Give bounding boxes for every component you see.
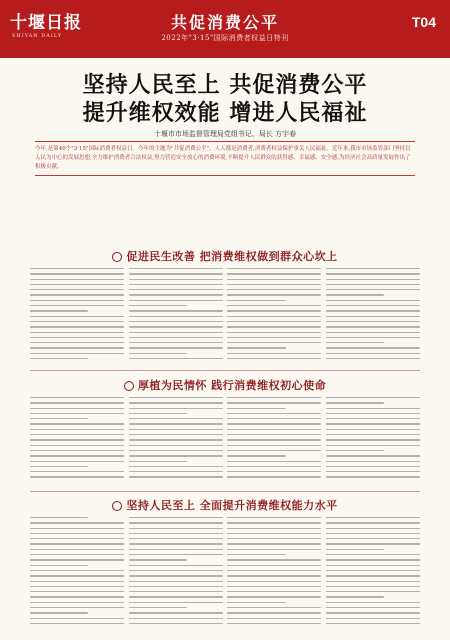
body-text-line (326, 332, 420, 333)
section-title: 共促消费公平 (170, 13, 279, 32)
body-text-line (30, 476, 124, 477)
body-text-line (129, 284, 223, 285)
body-text-line (129, 466, 223, 467)
body-text-line (227, 575, 321, 576)
body-text-line (326, 300, 420, 301)
body-text-line (227, 612, 321, 613)
body-text-line (326, 310, 420, 311)
article-columns-3 (30, 517, 420, 632)
body-text-line (30, 358, 88, 359)
body-text-line (129, 543, 223, 544)
body-text-line (326, 445, 420, 446)
body-text-line (326, 461, 420, 462)
body-text-line (129, 461, 187, 462)
newspaper-logo: 十堰日报 (10, 13, 82, 33)
body-text-line (129, 618, 223, 619)
body-text-line (326, 538, 420, 539)
body-text-line (30, 522, 124, 523)
body-text-line (30, 618, 124, 619)
body-text-line (30, 423, 124, 424)
body-text-line (129, 402, 223, 403)
body-text-line (326, 423, 420, 424)
body-text-line (326, 316, 420, 317)
body-text-line (227, 413, 321, 414)
section-heading-2-text: 厚植为民情怀 践行消费维权初心使命 (137, 379, 327, 392)
text-column (326, 517, 420, 632)
section-heading-1 (0, 248, 450, 264)
text-column (129, 517, 223, 632)
section-bullet-icon (124, 381, 134, 391)
body-text-line (30, 570, 124, 571)
text-column (129, 268, 223, 366)
body-text-line (227, 538, 321, 539)
body-text-line (129, 549, 223, 550)
body-text-line (227, 565, 321, 566)
body-text-line (129, 279, 223, 280)
body-text-line (326, 522, 420, 523)
body-text-line (129, 471, 223, 472)
body-text-line (129, 316, 223, 317)
body-text-line (129, 408, 223, 409)
body-text-line (227, 408, 285, 409)
section-subtitle: 2022年"3·15"国际消费者权益日特刊 (161, 34, 289, 42)
body-text-line (326, 347, 420, 348)
body-text-line (30, 575, 124, 576)
body-text-line (326, 279, 420, 280)
body-text-line (30, 549, 124, 550)
body-text-line (30, 596, 124, 597)
text-column (30, 397, 124, 487)
text-column (30, 517, 124, 632)
headline-line-1: 坚持人民至上 共促消费公平 (82, 72, 368, 98)
text-column (227, 517, 321, 632)
section-heading-3 (0, 497, 450, 513)
body-text-line (129, 342, 223, 343)
body-text-line (326, 607, 420, 608)
body-text-line (30, 466, 88, 467)
body-text-line (326, 586, 420, 587)
section-heading-3-text: 坚持人民至上 全面提升消费维权能力水平 (126, 499, 338, 512)
body-text-line (30, 455, 124, 456)
body-text-line (30, 353, 124, 354)
body-text-line (227, 279, 321, 280)
body-text-line (129, 332, 223, 333)
body-text-line (227, 289, 321, 290)
body-text-line (30, 268, 124, 269)
body-text-line (129, 522, 223, 523)
body-text-line (326, 439, 420, 440)
body-text-line (129, 273, 223, 274)
body-text-line (129, 623, 223, 624)
body-text-line (326, 402, 384, 403)
body-text-line (129, 476, 223, 477)
body-text-line (227, 623, 321, 624)
body-text-line (326, 273, 420, 274)
body-text-line (227, 332, 321, 333)
body-text-line (326, 554, 420, 555)
body-text-line (129, 326, 223, 327)
text-column (227, 268, 321, 366)
body-text-line (30, 294, 124, 295)
text-column (227, 397, 321, 487)
body-text-line (129, 559, 187, 560)
body-text-line (129, 413, 187, 414)
body-text-line (227, 434, 321, 435)
section-divider (30, 491, 420, 492)
body-text-line (129, 418, 223, 419)
lead-paragraph: 今年,是第40个"3·15"国际消费者权益日。今年的主题为"共促消费公平"。人人都是消费者,消费者权益保护事关人民福祉。近年来,我市市场监管部门坚持以人民为中心的发展思想,全力维护消费者合法权益,努力营造安全放心的消费环境,不断提升人民群众的获得感、幸福感、安全感,为经济社会高质量发展作出了积极贡献。 (35, 141, 415, 176)
body-text-line (326, 618, 420, 619)
body-text-line (30, 543, 124, 544)
body-text-line (30, 461, 124, 462)
body-text-line (326, 413, 420, 414)
body-text-line (129, 445, 223, 446)
body-text-line (326, 549, 384, 550)
body-text-line (227, 273, 321, 274)
body-text-line (227, 321, 321, 322)
body-text-line (326, 268, 420, 269)
body-text-line (326, 476, 420, 477)
body-text-line (129, 358, 223, 359)
body-text-line (227, 429, 321, 430)
body-text-line (227, 471, 321, 472)
body-text-line (129, 353, 187, 354)
body-text-line (227, 316, 321, 317)
body-text-line (227, 402, 321, 403)
body-text-line (326, 570, 420, 571)
body-text-line (30, 305, 124, 306)
body-text-line (227, 591, 321, 592)
body-text-line (227, 543, 321, 544)
body-text-line (30, 316, 124, 317)
body-text-line (129, 337, 223, 338)
body-text-line (30, 284, 124, 285)
body-text-line (129, 538, 223, 539)
body-text-line (129, 517, 223, 518)
body-text-line (129, 554, 223, 555)
body-text-line (326, 471, 420, 472)
body-text-line (30, 332, 124, 333)
body-text-line (326, 397, 420, 398)
body-text-line (227, 461, 321, 462)
body-text-line (227, 397, 321, 398)
body-text-line (326, 565, 420, 566)
body-text-line (30, 559, 124, 560)
body-text-line (326, 623, 420, 624)
body-text-line (326, 289, 420, 290)
body-text-line (129, 607, 187, 608)
newspaper-logo-subtitle: SHIYAN DAILY (12, 33, 63, 39)
body-text-line (30, 528, 124, 529)
body-text-line (129, 347, 223, 348)
body-text-line (129, 321, 223, 322)
body-text-line (326, 337, 420, 338)
body-text-line (326, 353, 420, 354)
body-text-line (30, 581, 124, 582)
body-text-line (30, 289, 124, 290)
body-text-line (129, 575, 223, 576)
body-text-line (326, 602, 420, 603)
body-text-line (326, 284, 420, 285)
body-text-line (326, 466, 420, 467)
body-text-line (326, 408, 420, 409)
body-text-line (129, 581, 223, 582)
body-text-line (227, 528, 321, 529)
body-text-line (326, 612, 420, 613)
body-text-line (129, 596, 223, 597)
body-text-line (227, 533, 321, 534)
body-text-line (227, 476, 321, 477)
body-text-line (326, 326, 420, 327)
text-column (326, 268, 420, 366)
body-text-line (326, 294, 384, 295)
body-text-line (227, 445, 321, 446)
text-column (326, 397, 420, 487)
article-columns-2 (30, 397, 420, 487)
body-text-line (30, 554, 124, 555)
body-text-line (129, 565, 223, 566)
body-text-line (30, 602, 124, 603)
body-text-line (129, 429, 223, 430)
body-text-line (326, 559, 420, 560)
body-text-line (326, 581, 420, 582)
body-text-line (129, 533, 223, 534)
body-text-line (227, 517, 321, 518)
body-text-line (30, 347, 124, 348)
body-text-line (30, 273, 124, 274)
body-text-line (129, 310, 223, 311)
body-text-line (30, 450, 124, 451)
body-text-line (129, 439, 223, 440)
text-column (129, 397, 223, 487)
body-text-line (129, 612, 223, 613)
body-text-line (129, 586, 223, 587)
body-text-line (30, 397, 124, 398)
body-text-line (227, 586, 321, 587)
body-text-line (30, 612, 88, 613)
body-text-line (326, 429, 420, 430)
body-text-line (30, 471, 124, 472)
body-text-line (227, 522, 321, 523)
section-bullet-icon (112, 252, 122, 262)
body-text-line (129, 423, 223, 424)
body-text-line (227, 294, 321, 295)
body-text-line (30, 279, 124, 280)
body-text-line (227, 268, 321, 269)
body-text-line (227, 342, 321, 343)
body-text-line (30, 538, 124, 539)
body-text-line (30, 321, 124, 322)
body-text-line (30, 591, 124, 592)
article-columns-1 (30, 268, 420, 366)
body-text-line (227, 450, 321, 451)
page-number: T04 (411, 14, 436, 30)
body-text-line (30, 326, 124, 327)
body-text-line (30, 434, 124, 435)
body-text-line (129, 305, 187, 306)
body-text-line (30, 439, 124, 440)
body-text-line (227, 423, 321, 424)
body-text-line (30, 565, 88, 566)
body-text-line (30, 342, 124, 343)
body-text-line (326, 418, 420, 419)
body-text-line (326, 596, 384, 597)
body-text-line (227, 439, 321, 440)
body-text-line (30, 418, 88, 419)
body-text-line (227, 337, 321, 338)
body-text-line (227, 602, 285, 603)
body-text-line (30, 607, 124, 608)
body-text-line (326, 342, 384, 343)
body-text-line (227, 466, 321, 467)
body-text-line (129, 602, 223, 603)
body-text-line (227, 353, 321, 354)
body-text-line (129, 450, 223, 451)
body-text-line (326, 358, 420, 359)
body-text-line (227, 326, 321, 327)
body-text-line (129, 289, 223, 290)
body-text-line (227, 554, 285, 555)
page-header (0, 0, 450, 58)
body-text-line (30, 533, 124, 534)
body-text-line (326, 533, 420, 534)
body-text-line (129, 434, 223, 435)
body-text-line (227, 549, 321, 550)
body-text-line (227, 559, 321, 560)
byline: 十堰市市场监督管理局党组书记、局长 方宇春 (153, 130, 297, 138)
body-text-line (30, 310, 88, 311)
body-text-line (227, 570, 321, 571)
body-text-line (326, 528, 420, 529)
body-text-line (326, 543, 420, 544)
body-text-line (227, 455, 285, 456)
body-text-line (326, 450, 384, 451)
body-text-line (30, 337, 124, 338)
body-text-line (129, 591, 223, 592)
body-text-line (129, 455, 223, 456)
body-text-line (227, 607, 321, 608)
body-text-line (227, 347, 285, 348)
body-text-line (30, 445, 124, 446)
section-heading-1-text: 促进民生改善 把消费维权做到群众心坎上 (126, 250, 338, 263)
body-text-line (129, 268, 223, 269)
body-text-line (326, 305, 420, 306)
body-text-line (227, 305, 321, 306)
headline-line-2: 提升维权效能 增进人民福祉 (82, 100, 368, 126)
body-text-line (227, 300, 285, 301)
body-text-line (30, 413, 124, 414)
body-text-line (227, 596, 321, 597)
body-text-line (30, 586, 124, 587)
body-text-line (227, 418, 321, 419)
body-text-line (227, 284, 321, 285)
body-text-line (227, 581, 321, 582)
section-divider (30, 370, 420, 371)
body-text-line (326, 434, 420, 435)
text-column (30, 268, 124, 366)
body-text-line (129, 570, 223, 571)
body-text-line (326, 455, 420, 456)
body-text-line (30, 623, 124, 624)
body-text-line (30, 408, 124, 409)
body-text-line (30, 402, 124, 403)
body-text-line (30, 300, 124, 301)
body-text-line (129, 300, 223, 301)
body-text-line (326, 575, 420, 576)
body-text-line (30, 517, 88, 518)
body-text-line (326, 591, 420, 592)
body-text-line (129, 528, 223, 529)
body-text-line (227, 618, 321, 619)
section-heading-2 (0, 377, 450, 393)
body-text-line (326, 517, 420, 518)
section-bullet-icon (112, 501, 122, 511)
body-text-line (129, 397, 223, 398)
body-text-line (227, 358, 321, 359)
body-text-line (129, 294, 223, 295)
body-text-line (326, 321, 420, 322)
body-text-line (227, 310, 321, 311)
body-text-line (30, 429, 124, 430)
